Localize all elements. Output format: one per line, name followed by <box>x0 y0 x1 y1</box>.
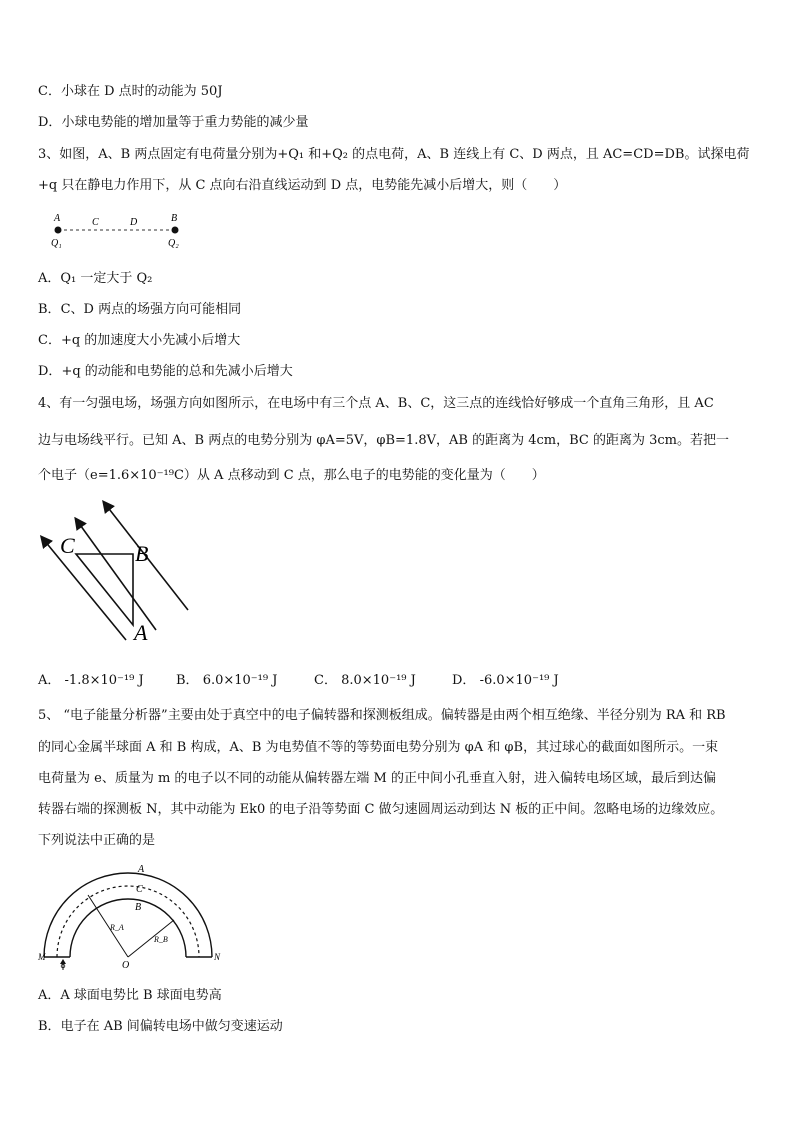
outer-hemisphere-a <box>44 873 212 957</box>
option-text: 电子在 AB 间偏转电场中做匀变速运动 <box>60 1019 283 1034</box>
point-b-dot <box>172 227 179 234</box>
option-letter: D． <box>452 673 476 688</box>
option-text: 小球电势能的增加量等于重力势能的减少量 <box>61 115 309 130</box>
q3-figure <box>40 208 200 252</box>
option-letter: B． <box>38 1019 61 1034</box>
option-letter: C． <box>38 333 61 348</box>
label-c: C <box>136 884 143 895</box>
q5-stem-line4: 转器右端的探测板 N，其中动能为 Ek0 的电子沿等势面 C 做匀速圆周运动到达 N 板的正中间。忽略电场的边缘效应。 <box>38 802 724 817</box>
q5-option-a <box>38 987 222 1005</box>
label-b: B <box>171 213 178 224</box>
label-o: O <box>122 960 130 971</box>
q3-option-b <box>38 301 241 319</box>
option-text: +q 的加速度大小先减小后增大 <box>60 333 241 348</box>
label-b: B <box>135 541 149 566</box>
label-q2: Q₂ <box>168 238 179 249</box>
q5-stem-line1: 5、 “电子能量分析器”主要由处于真空中的电子偏转器和探测板组成。偏转器是由两个相互绝缘、半径分别为 RA 和 RB <box>38 708 726 723</box>
label-c: C <box>60 533 75 558</box>
option-text: A 球面电势比 B 球面电势高 <box>60 988 222 1003</box>
q3-option-d <box>38 363 293 381</box>
option-letter: A． <box>38 988 61 1003</box>
q4-option-d <box>452 672 559 690</box>
option-text: -1.8×10⁻¹⁹ J <box>64 673 144 688</box>
q3-stem-line1: 3、如图，A、B 两点固定有电荷量分别为+Q₁ 和+Q₂ 的点电荷，A、B 连线上有 C、D 两点，且 AC=CD=DB。试探电荷 <box>38 147 750 162</box>
option-letter: B． <box>176 673 199 688</box>
option-text: C、D 两点的场强方向可能相同 <box>60 302 242 317</box>
q5-option-b <box>38 1018 283 1036</box>
q3-option-a <box>38 270 152 288</box>
option-text: 8.0×10⁻¹⁹ J <box>341 673 416 688</box>
inner-hemisphere-b <box>70 899 186 957</box>
label-ra: R_A <box>110 923 124 932</box>
point-a-dot <box>55 227 62 234</box>
option-text: Q₁ 一定大于 Q₂ <box>60 271 153 286</box>
q3-stem-line2: +q 只在静电力作用下，从 C 点向右沿直线运动到 D 点，电势能先减小后增大，则（ ） <box>38 178 567 193</box>
label-a: A <box>54 213 61 224</box>
label-b: B <box>135 902 142 913</box>
equipotential-c <box>57 886 199 957</box>
label-d: D <box>130 217 138 228</box>
option-letter: C． <box>314 673 337 688</box>
option-text: -6.0×10⁻¹⁹ J <box>479 673 559 688</box>
option-text: 6.0×10⁻¹⁹ J <box>202 673 278 688</box>
option-text: +q 的动能和电势能的总和先减小后增大 <box>61 364 293 379</box>
label-m: M <box>38 952 46 962</box>
label-n: N <box>214 952 221 962</box>
q5-figure <box>38 862 238 972</box>
option-letter: A． <box>38 271 61 286</box>
field-line-3 <box>44 540 126 640</box>
q4-option-b <box>176 672 277 690</box>
option-letter: A． <box>38 673 61 688</box>
q5-stem-line3: 电荷量为 e、质量为 m 的电子以不同的动能从偏转器左端 M 的正中间小孔垂直入射，进入偏转电场区域，最后到达偏 <box>38 771 716 786</box>
option-letter: D． <box>38 364 62 379</box>
q3-option-c <box>38 332 240 350</box>
q5-stem-line2: 的同心金属半球面 A 和 B 构成，A、B 为电势值不等的等势面电势分别为 φA 和 φB，其过球心的截面如图所示。一束 <box>38 740 719 755</box>
option-letter: D． <box>38 115 62 130</box>
q4-figure <box>38 500 198 650</box>
option-letter: B． <box>38 302 61 317</box>
q4-option-a <box>38 672 144 690</box>
option-text: 小球在 D 点时的动能为 50J <box>60 84 223 99</box>
q5-stem-line5: 下列说法中正确的是 <box>38 833 156 848</box>
label-rb: R_B <box>154 935 168 944</box>
field-line-2 <box>78 522 156 630</box>
q2-option-d <box>38 114 308 132</box>
option-letter: C． <box>38 84 61 99</box>
q4-stem-line1: 4、有一匀强电场，场强方向如图所示，在电场中有三个点 A、B、C，这三点的连线恰好够成一个直角三角形，且 AC <box>38 396 714 411</box>
label-q1: Q₁ <box>51 238 62 249</box>
label-c: C <box>92 217 99 228</box>
entry-arrow-head <box>60 959 66 964</box>
q4-stem-line2: 边与电场线平行。已知 A、B 两点的电势分别为 φA=5V，φB=1.8V，AB 的距离为 4cm，BC 的距离为 3cm。若把一 <box>38 433 729 448</box>
label-a: A <box>138 864 145 875</box>
q4-stem-line3: 个电子（e=1.6×10⁻¹⁹C）从 A 点移动到 C 点，那么电子的电势能的变化量为（ ） <box>38 468 545 483</box>
q2-option-c <box>38 83 223 101</box>
q4-option-c <box>314 672 416 690</box>
label-a: A <box>134 620 148 645</box>
